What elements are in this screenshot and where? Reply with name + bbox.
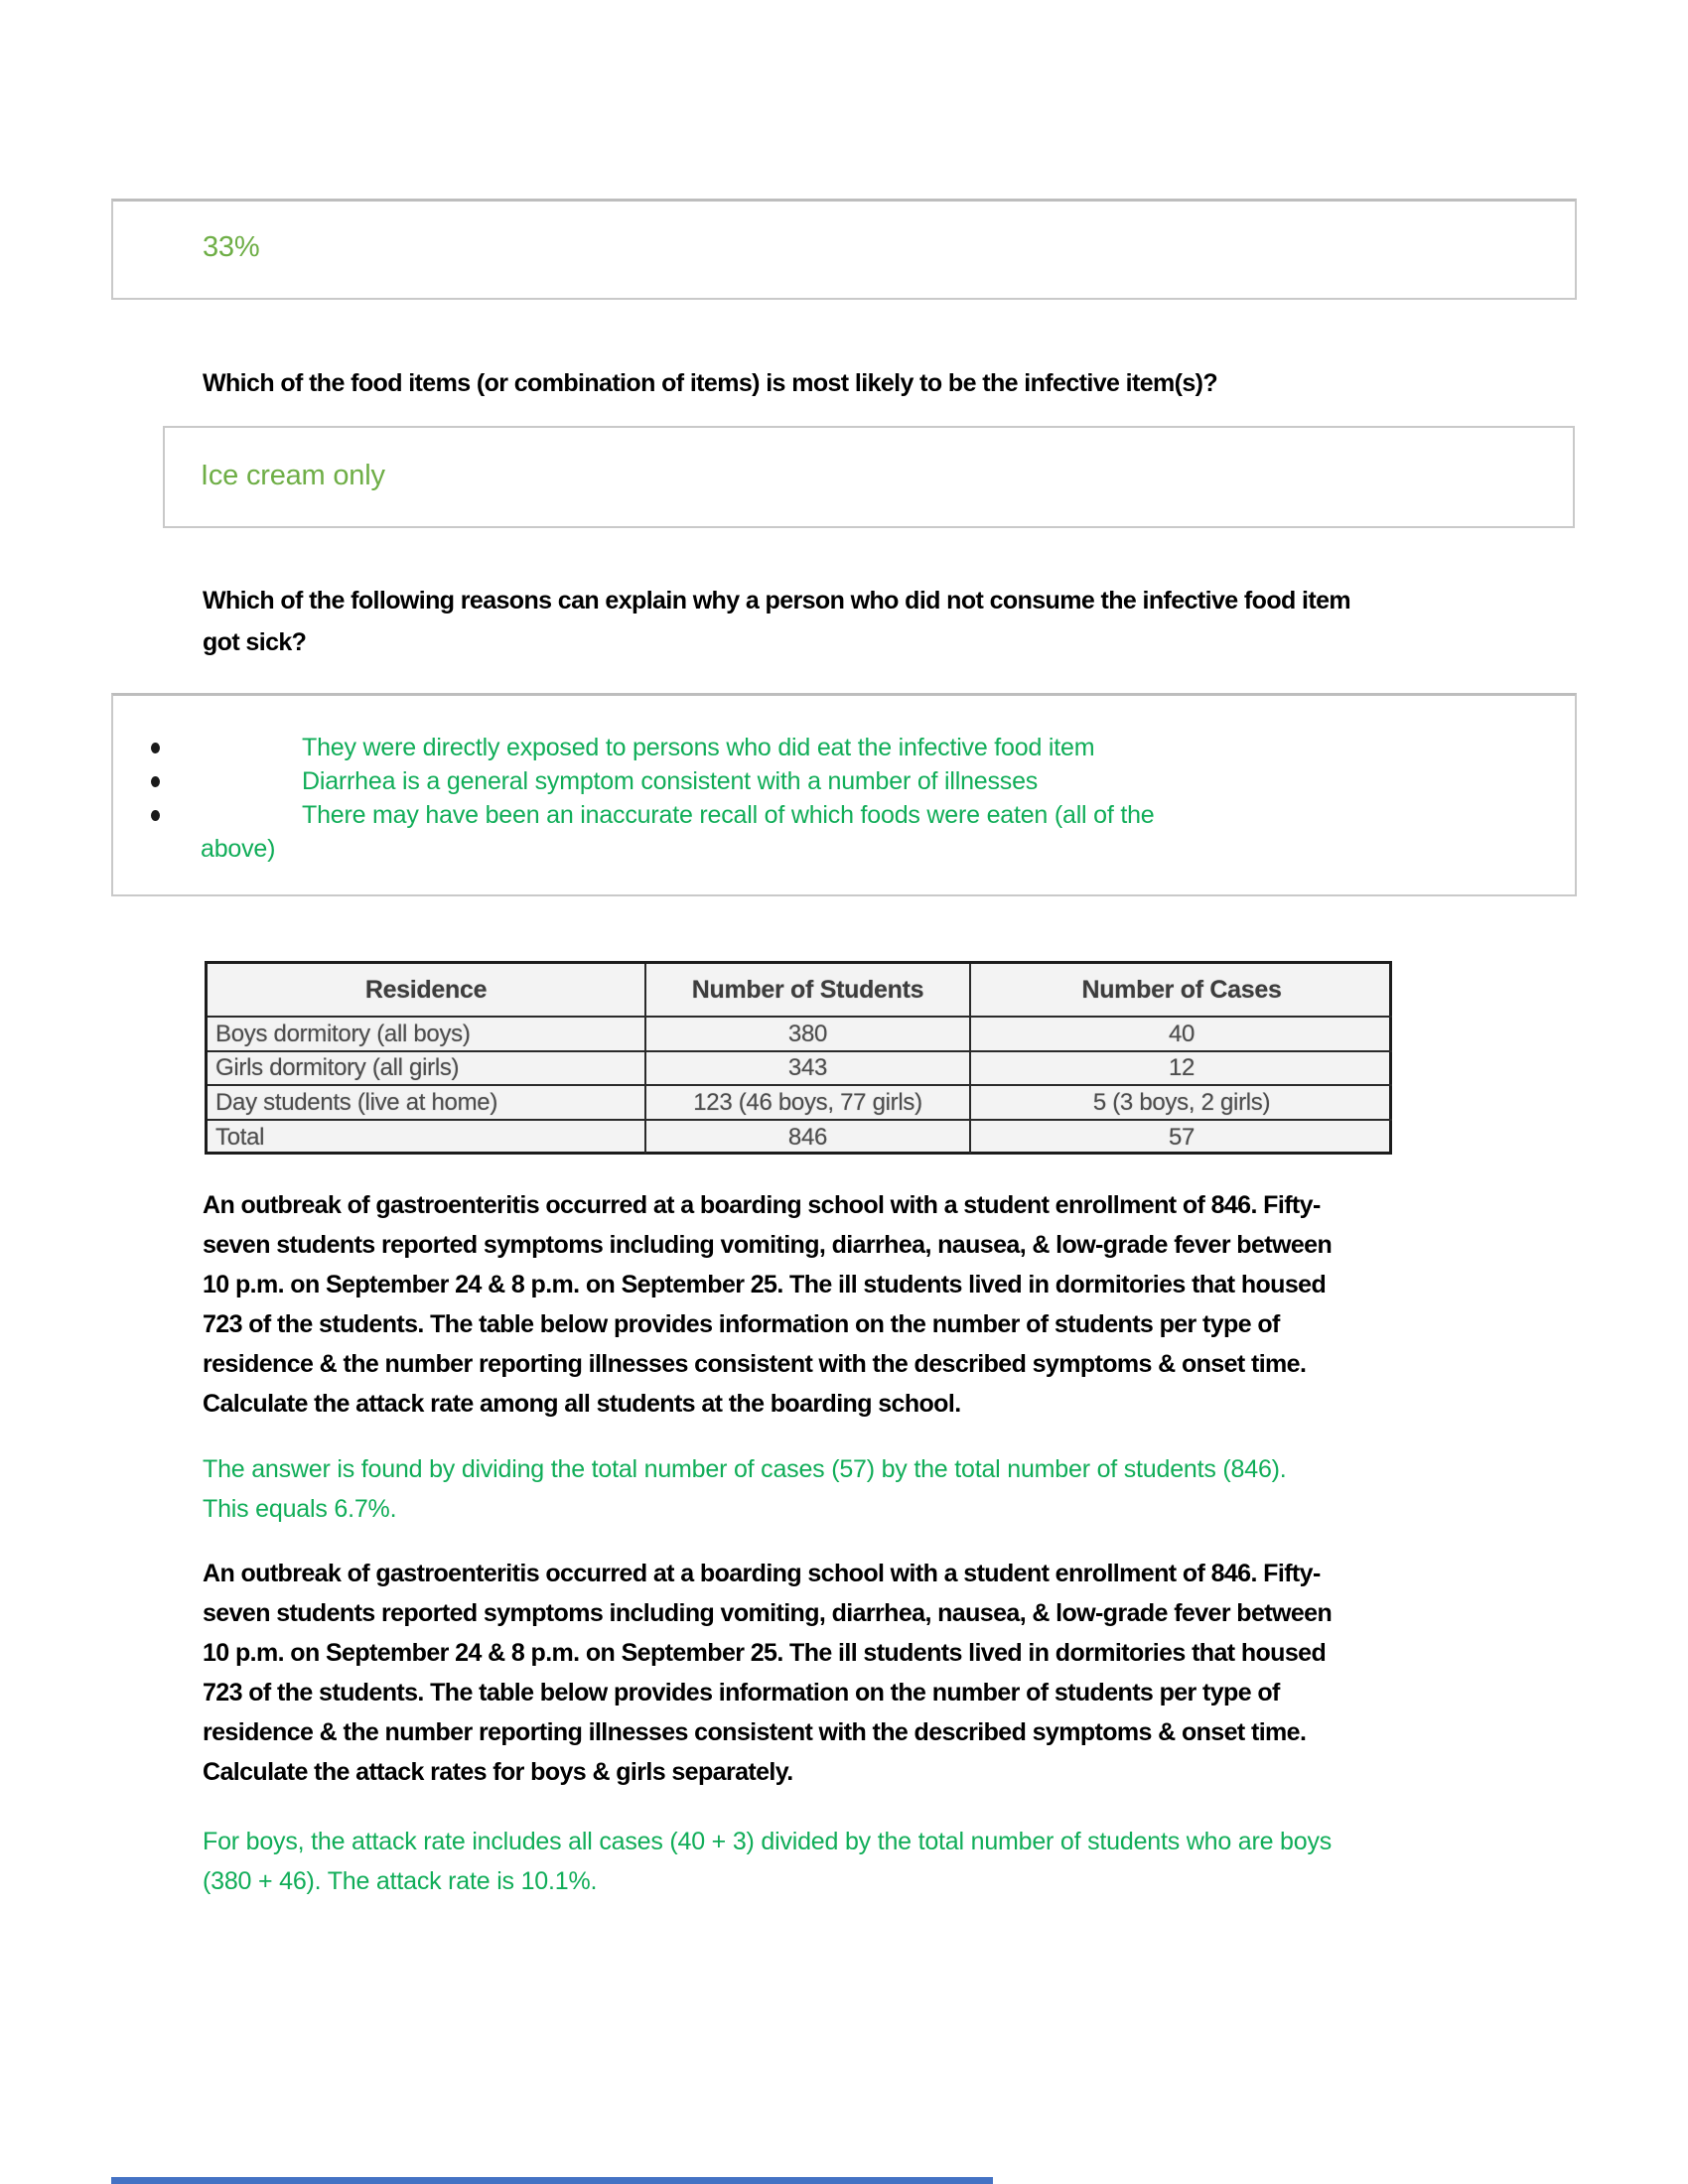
paragraph-line: 10 p.m. on September 24 & 8 p.m. on September 25. The ill students lived in dormitories that housed xyxy=(203,1639,1327,1667)
paragraph-line: residence & the number reporting illnesses consistent with the described symptoms & onset time. xyxy=(203,1718,1307,1746)
table-header-students: Number of Students xyxy=(646,964,971,1018)
answer-attack-rate-boys xyxy=(203,1822,1332,1901)
table-cell: 846 xyxy=(646,1121,971,1154)
paragraph-attack-rate-all xyxy=(203,1185,1332,1424)
paragraph-line: seven students reported symptoms including vomiting, diarrhea, nausea, & low-grade fever between xyxy=(203,1231,1333,1259)
question-2-line-2: got sick? xyxy=(203,628,307,656)
reason-2-text: Diarrhea is a general symptom consistent with a number of illnesses xyxy=(302,767,1039,795)
paragraph-attack-rate-by-sex xyxy=(203,1554,1332,1792)
table-cell: Day students (live at home) xyxy=(208,1086,646,1121)
paragraph-line: seven students reported symptoms including vomiting, diarrhea, nausea, & low-grade fever between xyxy=(203,1599,1333,1627)
paragraph-line: 723 of the students. The table below provides information on the number of students per type of xyxy=(203,1310,1280,1338)
paragraph-line: 723 of the students. The table below provides information on the number of students per type of xyxy=(203,1679,1280,1706)
table-cell: 40 xyxy=(971,1018,1392,1052)
table-header-cases: Number of Cases xyxy=(971,964,1392,1018)
question-2 xyxy=(203,580,1350,663)
reason-3-continuation: above) xyxy=(201,835,276,863)
paragraph-line: Calculate the attack rate among all students at the boarding school. xyxy=(203,1390,961,1418)
table-header-residence: Residence xyxy=(208,964,646,1018)
question-1: Which of the food items (or combination of items) is most likely to be the infective item(s)? xyxy=(203,369,1218,397)
table-cell: 12 xyxy=(971,1052,1392,1086)
answer-line: The answer is found by dividing the total number of cases (57) by the total number of students (846). xyxy=(203,1455,1287,1483)
reasons-list xyxy=(113,696,1575,866)
paragraph-line: An outbreak of gastroenteritis occurred at a boarding school with a student enrollment of 846. Fifty- xyxy=(203,1191,1321,1219)
answer-1-response-box[interactable] xyxy=(163,426,1575,528)
table-cell: 57 xyxy=(1168,1123,1196,1151)
paragraph-line: An outbreak of gastroenteritis occurred at a boarding school with a student enrollment of 846. Fifty- xyxy=(203,1560,1321,1587)
table-cell: Total xyxy=(208,1121,646,1154)
paragraph-line: 10 p.m. on September 24 & 8 p.m. on September 25. The ill students lived in dormitories that housed xyxy=(203,1271,1327,1298)
bullet-icon xyxy=(151,743,160,753)
bottom-blue-bar xyxy=(111,2177,993,2184)
bullet-icon xyxy=(151,810,160,821)
answer-line: (380 + 46). The attack rate is 10.1%. xyxy=(203,1867,598,1895)
answer-line: For boys, the attack rate includes all cases (40 + 3) divided by the total number of students who are boys xyxy=(203,1828,1333,1855)
question-2-line-1: Which of the following reasons can explain why a person who did not consume the infective food item xyxy=(203,587,1351,614)
table-cell: 380 xyxy=(646,1018,971,1052)
paragraph-line: residence & the number reporting illnesses consistent with the described symptoms & onset time. xyxy=(203,1350,1307,1378)
reasons-response-box[interactable] xyxy=(111,693,1577,896)
score-response-box[interactable] xyxy=(111,199,1577,300)
reason-item-2 xyxy=(113,764,1575,798)
paragraph-line: Calculate the attack rates for boys & girls separately. xyxy=(203,1758,793,1786)
table-cell: Girls dormitory (all girls) xyxy=(208,1052,646,1086)
bullet-icon xyxy=(151,776,160,787)
reason-item-3 xyxy=(113,798,1575,832)
table-cell: Boys dormitory (all boys) xyxy=(208,1018,646,1052)
score-value: 33% xyxy=(203,231,260,263)
answer-line: This equals 6.7%. xyxy=(203,1495,397,1523)
answer-1-text: Ice cream only xyxy=(201,460,385,491)
reason-1-text: They were directly exposed to persons who did eat the infective food item xyxy=(302,734,1095,761)
reason-item-1 xyxy=(113,731,1575,764)
table-cell: 343 xyxy=(646,1052,971,1086)
table-cell: 123 (46 boys, 77 girls) xyxy=(646,1086,971,1121)
reason-3-text: There may have been an inaccurate recall of which foods were eaten (all of the xyxy=(302,801,1155,829)
answer-attack-rate-all xyxy=(203,1449,1287,1529)
table-cell: 5 (3 boys, 2 girls) xyxy=(971,1086,1392,1121)
residence-table xyxy=(205,961,1392,1155)
